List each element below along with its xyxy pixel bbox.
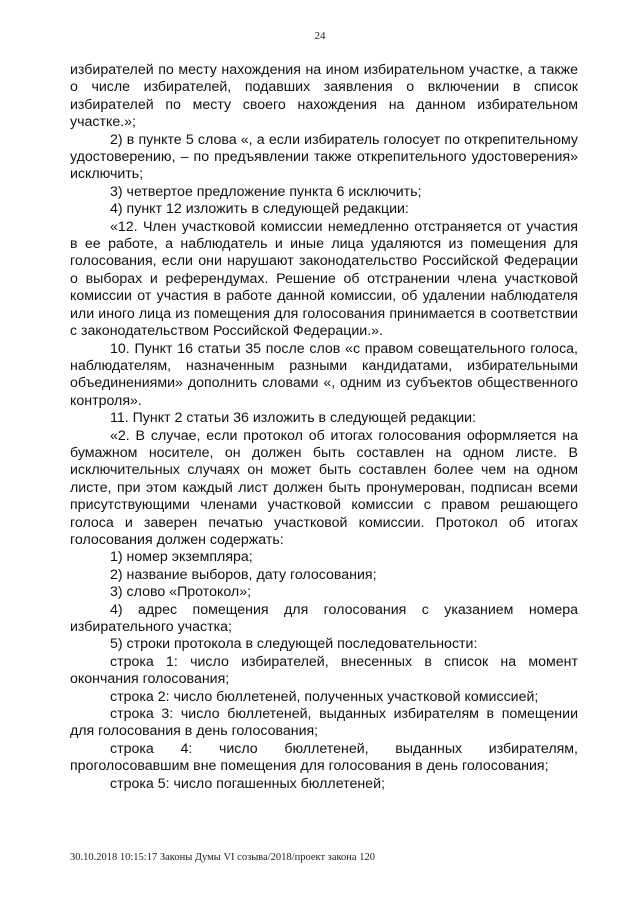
list-item: 1) номер экземпляра; [110, 549, 253, 566]
paragraph: 4) пункт 12 изложить в следующей редакции: [110, 201, 409, 218]
paragraph: 11. Пункт 2 статьи 36 изложить в следующей редакции: [110, 410, 477, 427]
protocol-line: строка 4: число бюллетеней, выданных избирателям, проголосовавшим вне помещения для голосования в день голосования; [70, 740, 578, 775]
paragraph: «12. Член участковой комиссии немедленно отстраняется от участия в ее работе, а наблюдатель и иные лица удаляются из помещения для голосования, если они нарушают законодательство Российской Федерации о выборах и референдумах. Решение об отстранении члена участковой комиссии от участия в работе данной комиссии, об удалении наблюдателя или иного лица из помещения для голосования принимается в соответствии с законодательством Российской Федерации.». [70, 218, 578, 340]
protocol-line: строка 2: число бюллетеней, полученных участковой комиссией; [110, 688, 539, 705]
footer-stamp: 30.10.2018 10:15:17 Законы Думы VI созыва/2018/проект закона 120 [70, 852, 375, 863]
protocol-line: строка 5: число погашенных бюллетеней; [110, 775, 385, 792]
paragraph: 10. Пункт 16 статьи 35 после слов «с правом совещательного голоса, наблюдателям, назначенным разными кандидатами, избирательными объединениями» дополнить словами «, одним из субъектов общественного контроля». [70, 340, 578, 409]
list-item: 4) адрес помещения для голосования с указанием номера избирательного участка; [70, 601, 578, 635]
paragraph: 2) в пункте 5 слова «, а если избиратель голосует по открепительному удостоверению, – по предъявлении также открепительного удостоверения» исключить; [70, 131, 578, 183]
paragraph: 3) четвертое предложение пункта 6 исключить; [110, 183, 422, 200]
page-number: 24 [314, 30, 326, 42]
protocol-line: строка 3: число бюллетеней, выданных избирателям в помещении для голосования в день голосования; [70, 706, 578, 740]
document-body [70, 62, 578, 793]
list-item: 2) название выборов, дату голосования; [110, 566, 377, 583]
list-item: 3) слово «Протокол»; [110, 584, 252, 601]
protocol-line: строка 1: число избирателей, внесенных в список на момент окончания голосования; [70, 653, 578, 688]
list-item: 5) строки протокола в следующей последовательности: [110, 636, 478, 653]
paragraph: избирателей по месту нахождения на ином избирательном участке, а также о числе избирателей, подавших заявления о включении в список избирателей по месту своего нахождения на данном избирательном участке.»; [70, 62, 578, 131]
paragraph: «2. В случае, если протокол об итогах голосования оформляется на бумажном носителе, он должен быть составлен на одном листе. В исключительных случаях он может быть составлен более чем на одном листе, при этом каждый лист должен быть пронумерован, подписан всеми присутствующими членами участковой комиссии с правом решающего голоса и заверен печатью участковой комиссии. Протокол об итогах голосования должен содержать: [70, 427, 578, 548]
